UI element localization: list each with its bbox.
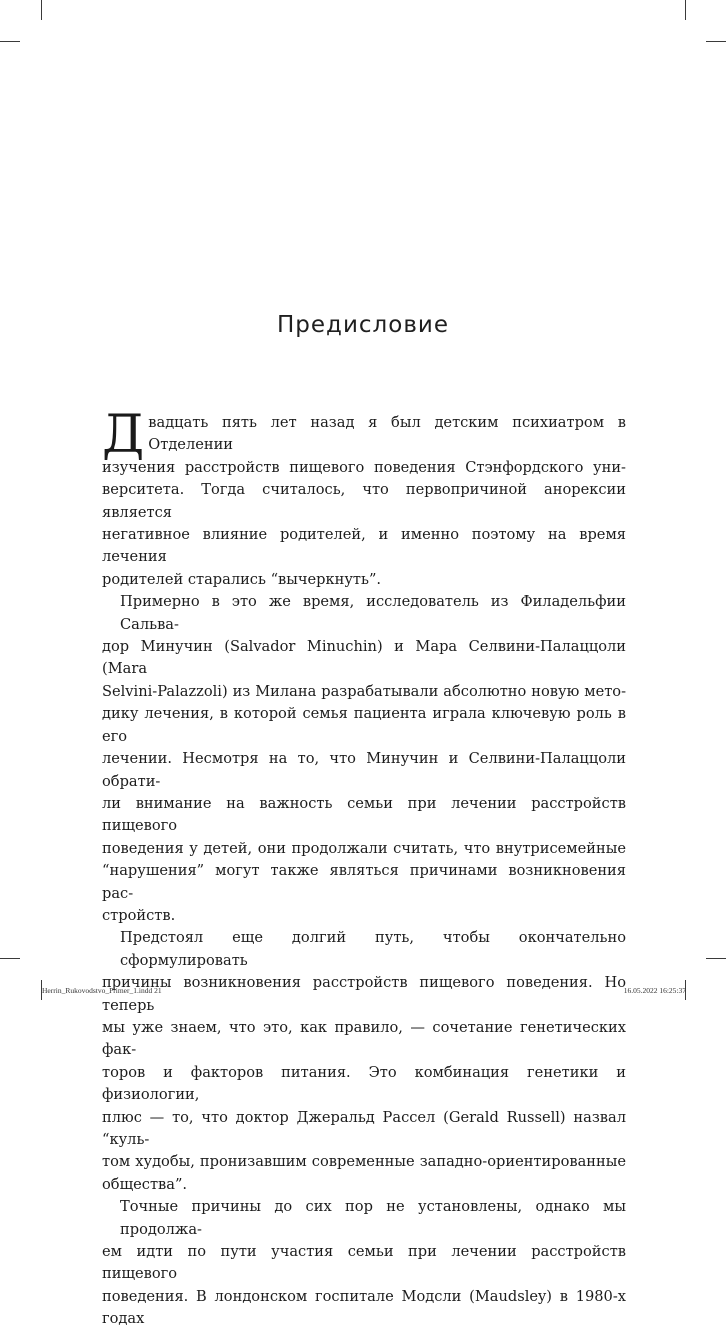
text-line: “нарушения” могут также являться причинами возникновения рас- xyxy=(102,862,626,902)
text-line: верситета. Тогда считалось, что первопричиной анорексии является xyxy=(102,481,626,521)
paragraph-4 xyxy=(102,1196,626,1330)
text-line: Selvini-Palazzoli) из Милана разрабатывали абсолютно новую мето- xyxy=(102,682,626,700)
file-name: Herrin_Rukovodstvo_Primer_1.indd 21 xyxy=(42,986,162,995)
text-line: Точные причины до сих пор не установлены, однако мы продолжа- xyxy=(120,1198,626,1238)
paragraph-3 xyxy=(102,927,626,1196)
text-line: торов и факторов питания. Это комбинация генетики и физиологии, xyxy=(102,1063,626,1104)
crop-mark xyxy=(685,0,686,20)
crop-mark xyxy=(706,958,726,959)
text-line: том худобы, пронизавшим современные западно-ориентированные xyxy=(102,1153,626,1171)
paragraph-1 xyxy=(102,405,626,591)
text-line: мы уже знаем, что это, как правило, — сочетание генетических фак- xyxy=(102,1018,626,1059)
body-text xyxy=(102,405,626,1331)
paragraph-2 xyxy=(102,591,626,927)
text-line: лечении. Несмотря на то, что Минучин и Селвини-Палаццоли обрати- xyxy=(102,750,626,790)
text-line: изучения расстройств пищевого поведения Стэнфордского уни- xyxy=(102,458,626,476)
text-line: родителей старались “вычеркнуть”. xyxy=(102,570,382,588)
text-line: вадцать пять лет назад я был детским психиатром в Отделении xyxy=(148,414,626,454)
text-line: дику лечения, в которой семья пациента играла ключевую роль в его xyxy=(102,705,626,745)
text-line: плюс — то, что доктор Джеральд Рассел (Gerald Russell) назвал “куль- xyxy=(102,1108,626,1148)
text-line: негативное влияние родителей, и именно поэтому на время лечения xyxy=(102,526,626,566)
text-line: Предстоял еще долгий путь, чтобы окончательно сформулировать xyxy=(120,929,626,969)
crop-mark xyxy=(41,0,42,20)
crop-mark xyxy=(706,41,726,42)
text-line: стройств. xyxy=(102,906,176,924)
crop-mark xyxy=(0,41,20,42)
print-datetime: 16.05.2022 16:25:37 xyxy=(623,986,686,995)
text-line: общества”. xyxy=(102,1175,188,1193)
print-slug xyxy=(0,986,726,1000)
drop-cap: Д xyxy=(102,405,145,465)
text-line: ем идти по пути участия семьи при лечении расстройств пищевого xyxy=(102,1243,626,1283)
text-line: дор Минучин (Salvador Minuchin) и Мара Селвини-Палаццоли (Mara xyxy=(102,638,626,678)
text-line: поведения у детей, они продолжали считать, что внутрисемейные xyxy=(102,839,626,857)
page-title: Предисловие xyxy=(277,312,449,338)
crop-mark xyxy=(0,958,20,959)
text-line: поведения. В лондонском госпитале Модсли (Maudsley) в 1980-х годах xyxy=(102,1287,626,1328)
text-line: ли внимание на важность семьи при лечении расстройств пищевого xyxy=(102,794,626,835)
text-line: причины возникновения расстройств пищевого поведения. Но теперь xyxy=(102,974,626,1014)
text-line: Примерно в это же время, исследователь из Филадельфии Сальва- xyxy=(120,593,626,633)
